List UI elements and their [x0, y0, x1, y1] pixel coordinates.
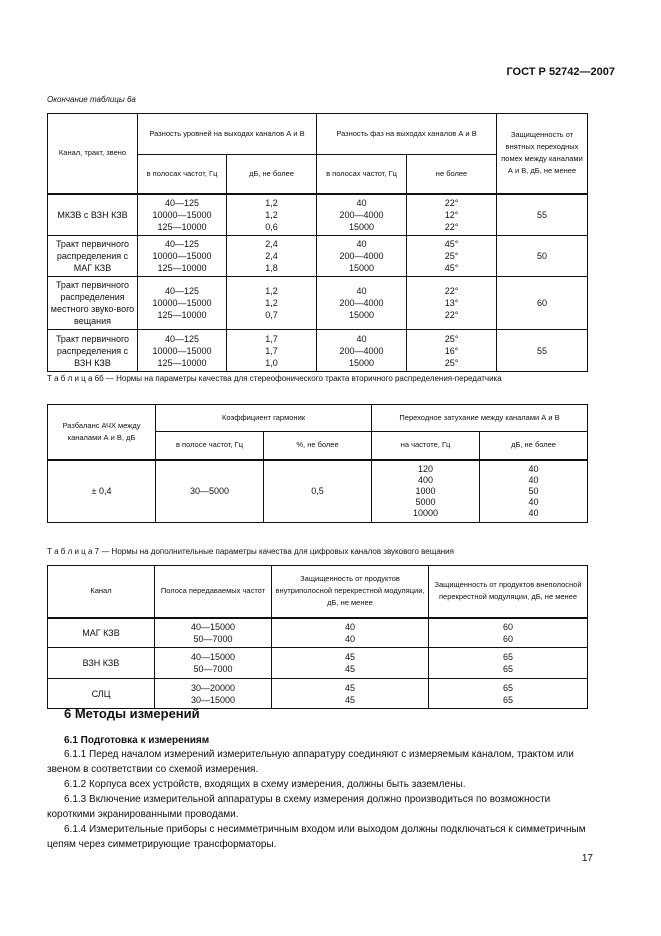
subsection-title: 6.1 Подготовка к измерениям — [64, 735, 210, 746]
cell-phase: 22° 12° 22° — [407, 194, 497, 236]
header-protection: Защищенность от внятных переходных помех между каналами А и В, дБ, не менее — [497, 114, 588, 194]
cell-bands: 40—125 10000—15000 125—10000 — [138, 236, 227, 277]
section-title: 6 Методы измерений — [64, 706, 200, 721]
header-db: дБ, не более — [480, 432, 588, 460]
header-imbalance: Разбаланс АЧХ между каналами А и В, дБ — [48, 405, 156, 460]
table-row — [48, 330, 588, 372]
cell-outband: 65 65 — [429, 679, 588, 709]
header-db: дБ, не более — [227, 155, 317, 194]
cell-bands: 40—125 10000—15000 125—10000 — [138, 330, 227, 372]
table-row — [48, 460, 588, 523]
header-band: Полоса передаваемых частот — [155, 566, 272, 618]
table-7-caption: Т а б л и ц а 7 — Нормы на дополнительные параметры качества для цифровых каналов звукового вещания — [47, 547, 454, 556]
cell-inband: 45 45 — [272, 679, 429, 709]
cell-phase-bands: 40 200—4000 15000 — [317, 330, 407, 372]
header-percent: %, не более — [264, 432, 372, 460]
header-phase-diff: Разность фаз на выходах каналов А и В — [317, 114, 497, 155]
cell-inband: 45 45 — [272, 648, 429, 679]
table-6a — [47, 113, 588, 372]
cell-protection: 60 — [497, 277, 588, 330]
header-harmonics: Коэффициент гармоник — [156, 405, 372, 432]
header-phase-bands: в полосах частот, Гц — [317, 155, 407, 194]
header-level-diff: Разность уровней на выходах каналов А и В — [138, 114, 317, 155]
table-row — [48, 277, 588, 330]
header-bands: в полосах частот, Гц — [138, 155, 227, 194]
section-body — [47, 747, 587, 852]
cell-phase-bands: 40 200—4000 15000 — [317, 277, 407, 330]
cell-phase: 25° 16° 25° — [407, 330, 497, 372]
cell-phase-bands: 40 200—4000 15000 — [317, 194, 407, 236]
cell-percent: 0,5 — [264, 460, 372, 523]
cell-protection: 50 — [497, 236, 588, 277]
cell-band: 30—5000 — [156, 460, 264, 523]
cell-bands: 40—125 10000—15000 125—10000 — [138, 277, 227, 330]
cell-imbalance: ± 0,4 — [48, 460, 156, 523]
table-6b-caption: Т а б л и ц а 6б — Нормы на параметры качества для стереофонического тракта вторичного распределения-передатчика — [47, 374, 502, 383]
cell-channel: МКЗВ с ВЗН КЗВ — [48, 194, 138, 236]
header-band: в полосе частот, Гц — [156, 432, 264, 460]
document-id: ГОСТ Р 52742—2007 — [506, 66, 615, 78]
cell-phase: 45° 25° 45° — [407, 236, 497, 277]
page-number: 17 — [581, 853, 593, 864]
cell-channel: Тракт первичного распределения местного звуко-вого вещания — [48, 277, 138, 330]
cell-db: 1,7 1,7 1,0 — [227, 330, 317, 372]
header-channel: Канал, тракт, звено — [48, 114, 138, 194]
cell-channel: МАГ КЗВ — [48, 618, 155, 648]
table-7 — [47, 565, 588, 709]
table-row — [48, 648, 588, 679]
cell-protection: 55 — [497, 330, 588, 372]
cell-outband: 60 60 — [429, 618, 588, 648]
cell-db: 2,4 2,4 1,8 — [227, 236, 317, 277]
header-phase-max: не более — [407, 155, 497, 194]
cell-bands: 40—125 10000—15000 125—10000 — [138, 194, 227, 236]
cell-channel: СЛЦ — [48, 679, 155, 709]
cell-db: 1,2 1,2 0,7 — [227, 277, 317, 330]
cell-bands: 40—15000 50—7000 — [155, 648, 272, 679]
header-channel: Канал — [48, 566, 155, 618]
header-inband: Защищенность от продуктов внутриполосной перекрестной модуляции, дБ, не менее — [272, 566, 429, 618]
cell-frequencies: 120 400 1000 5000 10000 — [372, 460, 480, 523]
header-outband: Защищенность от продуктов внеполосной перекрестной модуляции, дБ, не менее — [429, 566, 588, 618]
cell-protection: 55 — [497, 194, 588, 236]
table-row — [48, 679, 588, 709]
cell-inband: 40 40 — [272, 618, 429, 648]
cell-channel: Тракт первичного распределения с ВЗН КЗВ — [48, 330, 138, 372]
table-row — [48, 194, 588, 236]
cell-channel: Тракт первичного распределения с МАГ КЗВ — [48, 236, 138, 277]
table-6b — [47, 404, 588, 523]
paragraph-6-1-2: 6.1.2 Корпуса всех устройств, входящих в схему измерения, должны быть заземлены. — [64, 779, 466, 790]
paragraph-6-1-4: 6.1.4 Измерительные приборы с несимметричным входом или выходом должны подключаться к симметричным цепям через симметрирующие трансформаторы. — [47, 824, 586, 850]
cell-phase: 22° 13° 22° — [407, 277, 497, 330]
header-crosstalk: Переходное затухание между каналами А и В — [372, 405, 588, 432]
cell-phase-bands: 40 200—4000 15000 — [317, 236, 407, 277]
cell-outband: 65 65 — [429, 648, 588, 679]
header-frequency: на частоте, Гц — [372, 432, 480, 460]
table-row — [48, 618, 588, 648]
table-row — [48, 236, 588, 277]
cell-channel: ВЗН КЗВ — [48, 648, 155, 679]
table-6a-caption: Окончание таблицы 6а — [47, 95, 136, 104]
paragraph-6-1-1: 6.1.1 Перед началом измерений измерительную аппаратуру соединяют с измеряемым каналом, трактом или звеном в соответствии со схемой измерения. — [47, 749, 574, 775]
paragraph-6-1-3: 6.1.3 Включение измерительной аппаратуры в схему измерения должно производиться по возможности короткими экранированными проводами. — [47, 794, 551, 820]
cell-bands: 30—20000 30—15000 — [155, 679, 272, 709]
cell-db: 1,2 1,2 0,6 — [227, 194, 317, 236]
cell-db-values: 40 40 50 40 40 — [480, 460, 588, 523]
cell-bands: 40—15000 50—7000 — [155, 618, 272, 648]
